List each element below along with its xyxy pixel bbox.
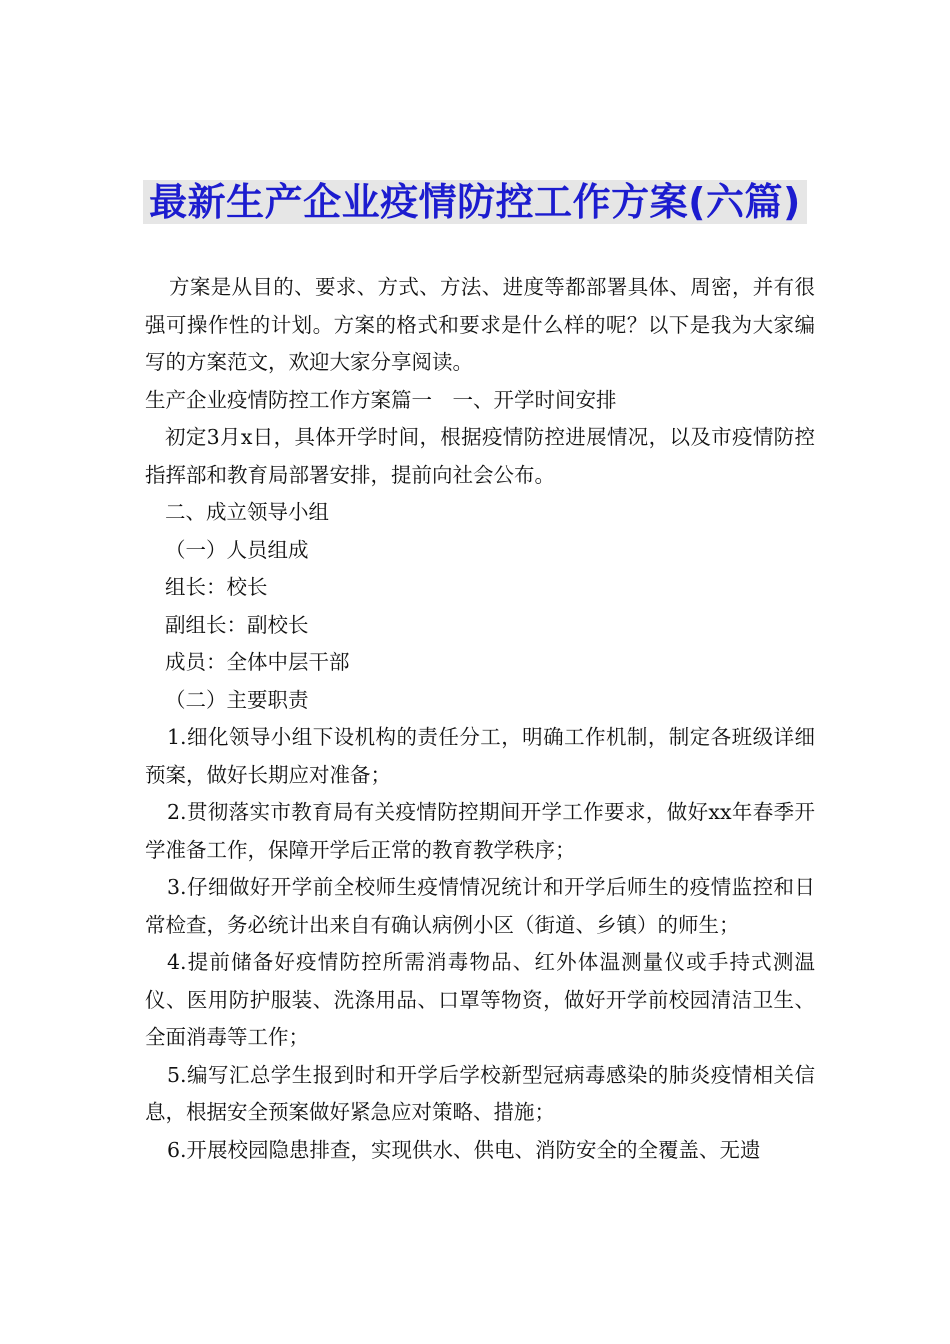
document-title-row [0,176,950,228]
duty-item-6: 6.开展校园隐患排查，实现供水、供电、消防安全的全覆盖、无遗 [167,1137,761,1162]
duty-item-2: 2.贯彻落实市教育局有关疫情防控期间开学工作要求，做好xx年春季开学准备工作，保障开学后正常的教育教学秩序； [145,800,815,862]
document-title: 最新生产企业疫情防控工作方案(六篇) [143,180,807,224]
duty-item-1: 1.细化领导小组下设机构的责任分工，明确工作机制，制定各班级详细预案，做好长期应对准备； [145,725,815,787]
heading-leadership-group: 二、成立领导小组 [165,500,329,524]
document-body [145,269,815,1169]
leader-line: 组长：校长 [165,575,268,599]
duty-item-5: 5.编写汇总学生报到时和开学后学校新型冠病毒感染的肺炎疫情相关信息，根据安全预案做好紧急应对策略、措施； [145,1062,815,1124]
vice-leader-line: 副组长：副校长 [165,612,309,637]
intro-paragraph: 方案是从目的、要求、方式、方法、进度等都部署具体、周密，并有很强可操作性的计划。方案的格式和要求是什么样的呢？以下是我为大家编写的方案范文，欢迎大家分享阅读。 [145,275,815,374]
duty-item-4: 4.提前储备好疫情防控所需消毒物品、红外体温测量仪或手持式测温仪、医用防护服装、洗涤用品、口罩等物资，做好开学前校园清洁卫生、全面消毒等工作； [145,950,815,1049]
duty-item-3: 3.仔细做好开学前全校师生疫情情况统计和开学后师生的疫情监控和日常检查，务必统计出来自有确认病例小区（街道、乡镇）的师生； [145,875,815,937]
section-heading: 生产企业疫情防控工作方案篇一 一、开学时间安排 [145,387,617,412]
subheading-duties: （二）主要职责 [165,687,309,712]
start-time-paragraph: 初定3月x日，具体开学时间，根据疫情防控进展情况，以及市疫情防控指挥部和教育局部署安排，提前向社会公布。 [145,425,815,487]
subheading-members: （一）人员组成 [165,537,309,562]
members-line: 成员：全体中层干部 [165,650,350,674]
